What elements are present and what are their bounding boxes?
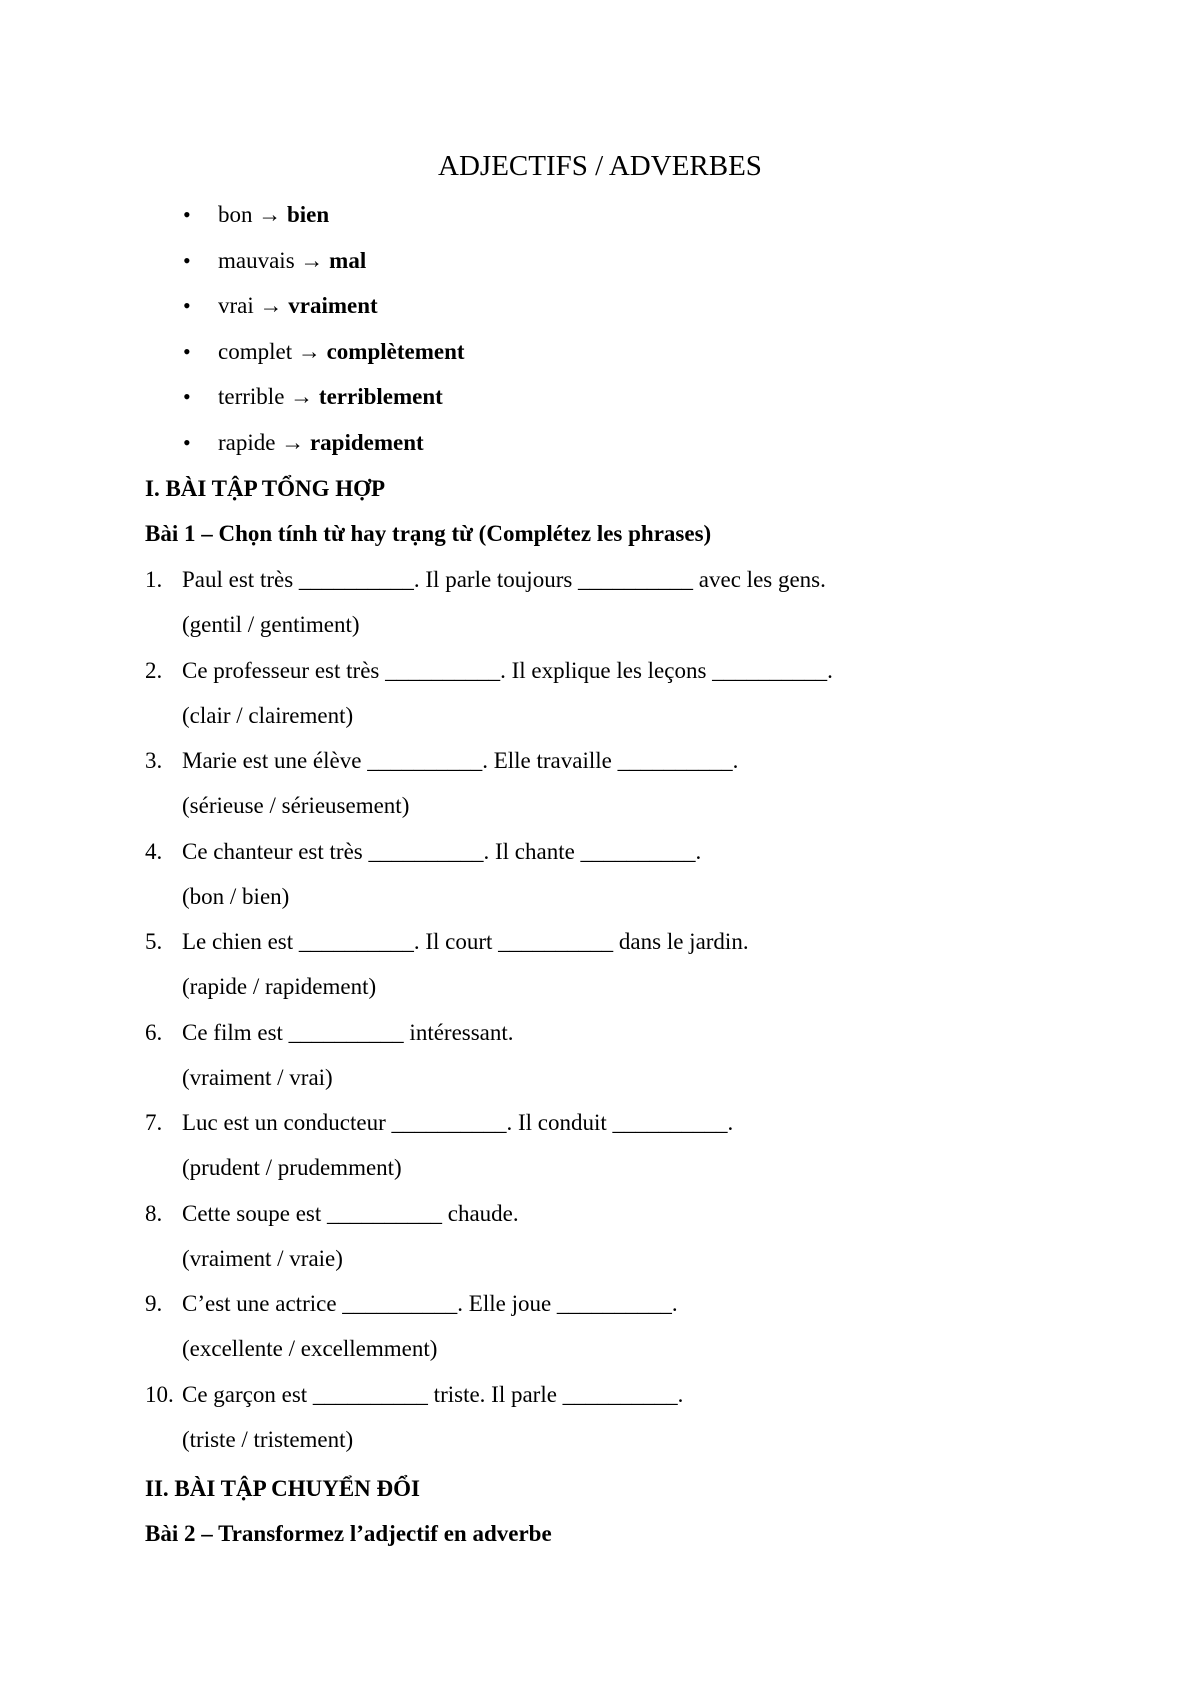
pair-text: [218, 200, 329, 230]
exercise-sentence: C’est une actrice __________. Elle joue __________.: [182, 1291, 678, 1316]
adjective: rapide: [218, 429, 276, 455]
exercise-sentence: Ce professeur est très __________. Il explique les leçons __________.: [182, 657, 833, 683]
bullet-icon: •: [183, 338, 191, 364]
exercise-options: (bon / bien): [182, 883, 290, 909]
arrow-icon: →: [259, 293, 283, 318]
pair-text: [218, 246, 366, 276]
exercise-options: (rapide / rapidement): [182, 974, 377, 999]
pair-text: [218, 428, 424, 458]
document-title: ADJECTIFS / ADVERBES: [438, 150, 762, 182]
adjective: vrai: [218, 293, 254, 318]
exercise-number: 4.: [145, 838, 163, 864]
exercise-number: 2.: [145, 657, 163, 683]
exercise-sentence: Ce chanteur est très __________. Il chante __________.: [182, 838, 702, 864]
adjective: bon: [218, 202, 253, 227]
section2-heading: II. BÀI TẬP CHUYỂN ĐỔI: [145, 1476, 420, 1501]
bullet-icon: •: [183, 429, 191, 455]
adjective: complet: [218, 338, 293, 364]
arrow-icon: →: [258, 202, 282, 227]
exercise-number: 5.: [145, 929, 163, 954]
pair-text: [218, 291, 378, 321]
bullet-icon: •: [183, 202, 191, 227]
exercise-sentence: Paul est très __________. Il parle toujours __________ avec les gens.: [182, 567, 826, 592]
exercise-number: 8.: [145, 1200, 163, 1226]
exercise-options: (vraiment / vraie): [182, 1245, 343, 1271]
adjective: mauvais: [218, 247, 295, 273]
arrow-icon: →: [300, 247, 324, 273]
exercise-number: 1.: [145, 567, 163, 592]
bullet-icon: •: [183, 293, 191, 318]
exercise-number: 6.: [145, 1019, 163, 1045]
exercise-sentence: Luc est un conducteur __________. Il conduit __________.: [182, 1110, 734, 1135]
adverb: bien: [287, 202, 330, 227]
section1-heading: I. BÀI TẬP TỔNG HỢP: [145, 476, 386, 501]
adverb: vraiment: [288, 293, 378, 318]
exercise-options: (clair / clairement): [182, 702, 354, 728]
bullet-icon: •: [183, 247, 191, 273]
arrow-icon: →: [290, 384, 314, 409]
exercise-number: 9.: [145, 1291, 163, 1316]
exercise-options: (prudent / prudemment): [182, 1155, 402, 1180]
arrow-icon: →: [297, 338, 321, 364]
adjective: terrible: [218, 384, 285, 409]
exercise-sentence: Ce film est __________ intéressant.: [182, 1019, 514, 1045]
exercise-number: 10.: [145, 1381, 174, 1407]
adverb: complètement: [326, 338, 465, 364]
exercise-number: 3.: [145, 748, 163, 773]
adverb: rapidement: [309, 429, 424, 455]
exercise2-heading: Bài 2 – Transformez l’adjectif en adverbe: [145, 1521, 552, 1546]
arrow-icon: →: [281, 429, 305, 455]
exercise-options: (excellente / excellemment): [182, 1336, 438, 1361]
exercise-sentence: Cette soupe est __________ chaude.: [182, 1200, 519, 1226]
exercise-options: (gentil / gentiment): [182, 612, 360, 637]
pair-text: [218, 337, 465, 367]
bullet-icon: •: [183, 384, 191, 409]
exercise-number: 7.: [145, 1110, 163, 1135]
adverb: terriblement: [318, 384, 443, 409]
exercise-options: (vraiment / vrai): [182, 1064, 333, 1090]
exercise-sentence: Marie est une élève __________. Elle travaille __________.: [182, 748, 739, 773]
exercise-options: (triste / tristement): [182, 1426, 354, 1452]
exercise-options: (sérieuse / sérieusement): [182, 793, 410, 818]
pair-text: [218, 382, 443, 412]
exercise-sentence: Ce garçon est __________ triste. Il parle __________.: [182, 1381, 684, 1407]
exercise-sentence: Le chien est __________. Il court __________ dans le jardin.: [182, 929, 749, 954]
adverb: mal: [329, 247, 367, 273]
exercise1-heading: Bài 1 – Chọn tính từ hay trạng từ (Complétez les phrases): [145, 521, 712, 546]
